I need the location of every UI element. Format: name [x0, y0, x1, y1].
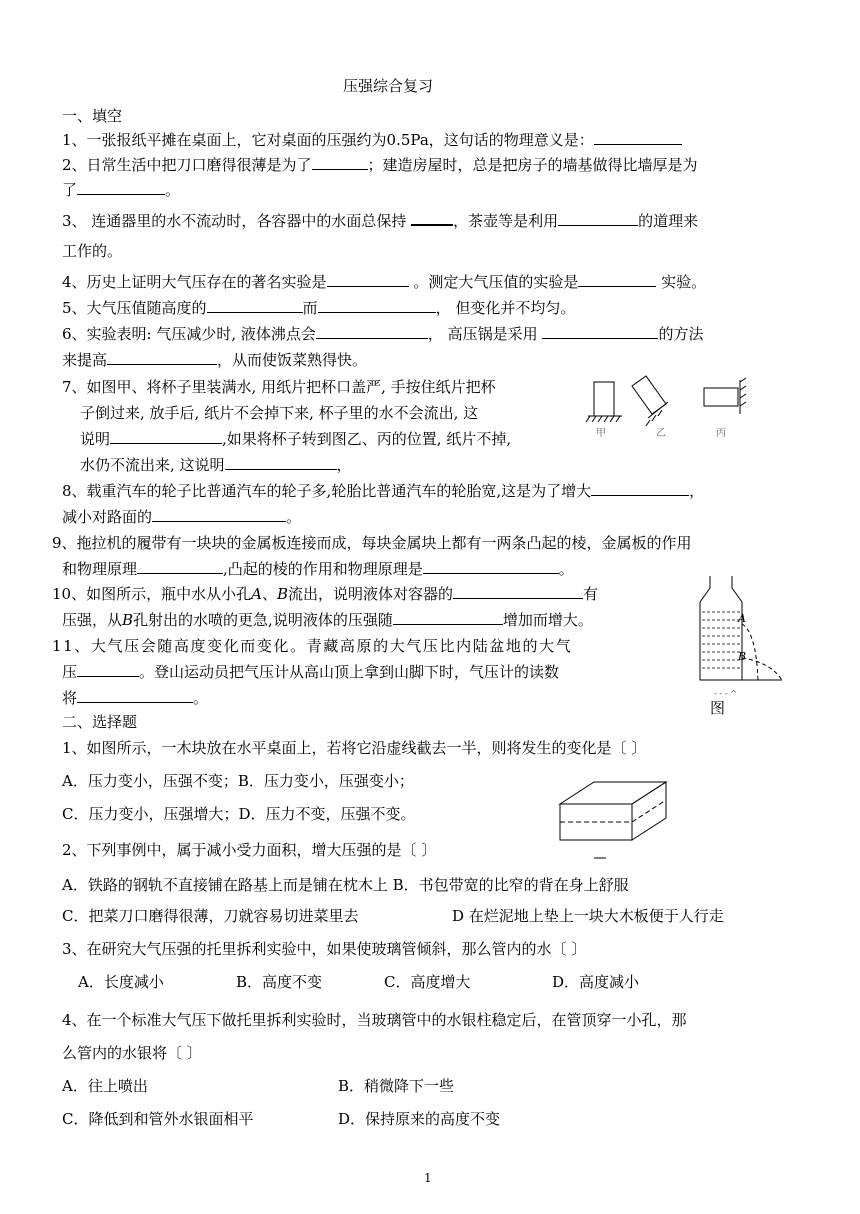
- question-2: [62, 155, 698, 175]
- fig7-label-c: 丙: [716, 428, 726, 439]
- answer-blank[interactable]: [542, 324, 658, 339]
- q10-hole-a: A: [251, 585, 262, 603]
- q9-text-c: ,凸起的棱的作用和物理原理是: [223, 560, 423, 578]
- answer-blank[interactable]: [77, 662, 139, 677]
- answer-blank[interactable]: [77, 180, 165, 195]
- q9-text-b: 和物理原理: [62, 560, 138, 578]
- q2-text-b: ；建造房屋时，总是把房子的墙基做得比墙厚是为: [367, 156, 698, 174]
- choice-4-option-a: A．往上喷出: [62, 1077, 148, 1095]
- q8-text-c: 减小对路面的: [62, 508, 153, 526]
- answer-blank[interactable]: [137, 559, 223, 574]
- q10-hole-b: B: [276, 585, 288, 603]
- fig10-hole-a: A: [738, 612, 746, 625]
- question-11: 11、大气压会随高度变化而变化。青藏高原的大气压比内陆盆地的大气: [52, 637, 573, 655]
- answer-blank[interactable]: [152, 507, 286, 522]
- q6-text-e: ，从而使饭菜熟得快。: [217, 351, 368, 369]
- choice-1-options-ab: A．压力变小，压强不变；B．压力变小，压强变小；: [62, 772, 414, 790]
- q7-text-c: 说明: [80, 430, 111, 448]
- choice-1-options-cd: C．压力变小，压强增大；D．压力不变，压强不变。: [62, 805, 416, 823]
- cup-c-figure: [704, 378, 746, 414]
- question-3: [62, 210, 698, 231]
- q9-text-d: 。: [558, 560, 574, 578]
- question-7: 7、如图甲、将杯子里装满水, 用纸片把杯口盖严, 手按住纸片把杯: [62, 378, 496, 396]
- choice-4: 4、在一个标准大气压下做托里拆利实验时，当玻璃管中的水银柱稳定后，在管顶穿一小孔，那: [62, 1011, 687, 1029]
- question-1: [62, 130, 682, 150]
- question-11-cont: [62, 662, 559, 682]
- question-3-cont: 工作的。: [62, 242, 123, 260]
- question-8: [62, 481, 704, 501]
- q3-text-c: 的道理来: [638, 212, 699, 230]
- q4-text-b: 。测定大气压值的实验是: [413, 273, 579, 291]
- answer-blank[interactable]: [316, 324, 428, 339]
- q2-text-a: 2、日常生活中把刀口磨得很薄是为了: [62, 156, 312, 174]
- q5-text-a: 5、大气压值随高度的: [62, 299, 207, 317]
- q7-text-d: ,如果将杯子转到图乙、丙的位置, 纸片不掉,: [222, 430, 512, 448]
- q11-text-e: 。: [193, 689, 209, 707]
- q3-text-b: ，茶壶等是利用: [453, 212, 559, 230]
- question-10: [52, 584, 598, 604]
- q6-text-b: ， 高压锅是采用: [427, 325, 538, 343]
- answer-blank[interactable]: [411, 210, 453, 226]
- q10-text-e: 孔射出的水喷的更急,说明液体的压强随: [133, 611, 393, 629]
- question-2-cont: [62, 180, 180, 200]
- page-title: 压强综合复习: [343, 77, 434, 95]
- answer-blank[interactable]: [110, 429, 222, 444]
- q10-sep: 、: [261, 585, 277, 603]
- answer-blank[interactable]: [578, 272, 656, 287]
- answer-blank[interactable]: [107, 350, 217, 365]
- q10-text-c: 有: [583, 585, 599, 603]
- q6-text-a: 6、实验表明: 气压减少时, 液体沸点会: [62, 325, 316, 343]
- answer-blank[interactable]: [594, 130, 682, 145]
- q4-text-a: 4、历史上证明大气压存在的著名实验是: [62, 273, 327, 291]
- answer-blank[interactable]: [312, 155, 368, 170]
- q11-text-d: 将: [62, 689, 78, 707]
- fig7-label-b: 乙: [656, 428, 666, 439]
- q6-text-d: 来提高: [62, 351, 108, 369]
- answer-blank[interactable]: [207, 298, 303, 313]
- figure-c1-block: [554, 770, 674, 860]
- choice-4-option-c: C．降低到和管外水银面相平: [62, 1110, 254, 1128]
- q6-text-c: 的方法: [658, 325, 704, 343]
- answer-blank[interactable]: [225, 455, 337, 470]
- q5-text-c: ， 但变化并不均匀。: [435, 299, 576, 317]
- answer-blank[interactable]: [318, 298, 436, 313]
- q10-text-d: 压强，从: [62, 611, 123, 629]
- fig10-hole-b: B: [738, 650, 747, 663]
- question-11-cont2: [62, 688, 208, 708]
- q8-text-b: ，: [689, 482, 705, 500]
- q8-text-a: 8、载重汽车的轮子比普通汽车的轮子多,轮胎比普通汽车的轮胎宽,这是为了增大: [62, 482, 592, 500]
- choice-4-option-b: B．稍微降下一些: [338, 1077, 455, 1095]
- question-5: [62, 298, 575, 318]
- q10-text-b: 流出，说明液体对容器的: [287, 585, 453, 603]
- page-number: 1: [424, 1171, 432, 1185]
- choice-2-option-c: C．把菜刀口磨得很薄，刀就容易切进菜里去: [62, 907, 359, 925]
- answer-blank[interactable]: [453, 584, 583, 599]
- q7-text-e: 水仍不流出来, 这说明: [80, 456, 225, 474]
- question-6: [62, 324, 703, 344]
- choice-2-options-ab: A．铁路的钢轨不直接铺在路基上而是铺在枕木上 B．书包带宽的比窄的背在身上舒服: [62, 876, 629, 894]
- q8-text-d: 。: [286, 508, 302, 526]
- choice-2-option-d: D 在烂泥地上垫上一块大木板便于人行走: [452, 907, 724, 925]
- figure-q7-cups: [588, 372, 758, 442]
- cup-a-figure: [586, 382, 622, 422]
- question-4: [62, 272, 706, 292]
- choice-4-cont: 么管内的水银将〔 〕: [62, 1044, 202, 1062]
- q11-text-b: 压: [62, 663, 78, 681]
- choice-1: 1、如图所示，一木块放在水平桌面上，若将它沿虚线截去一半，则将发生的变化是〔 〕: [62, 739, 647, 757]
- question-7-line4: [80, 455, 352, 475]
- cup-b-figure: [632, 376, 668, 426]
- q10-hole-b2: B: [122, 611, 134, 629]
- choice-3-option-c: C．高度增大: [384, 973, 471, 991]
- question-9-cont: [62, 559, 574, 579]
- answer-blank[interactable]: [423, 559, 559, 574]
- question-6-cont: [62, 350, 367, 370]
- answer-blank[interactable]: [77, 688, 193, 703]
- q3-text-a: 3、 连通器里的水不流动时，各容器中的水面总保持: [62, 212, 407, 230]
- q2-text-d: 。: [165, 181, 181, 199]
- answer-blank[interactable]: [558, 211, 638, 226]
- svg-text:- - - ^: - - - ^: [714, 689, 737, 698]
- q2-text-c: 了: [62, 181, 78, 199]
- section-heading-choice: 二、选择题: [62, 713, 138, 731]
- q1-text: 1、一张报纸平摊在桌面上，它对桌面的压强约为0.5Pa，这句话的物理意义是：: [62, 131, 594, 149]
- q4-text-c: 实验。: [661, 273, 707, 291]
- question-7-line3: [80, 429, 511, 449]
- question-9: 9、拖拉机的履带有一块块的金属板连接而成，每块金属块上都有一两条凸起的棱，金属板的作用: [52, 534, 692, 552]
- q5-text-b: 而: [302, 299, 318, 317]
- section-heading-fill: 一、填空: [62, 107, 123, 125]
- q10-text-f: 增加而增大。: [502, 611, 593, 629]
- question-7-line2: 子倒过来, 放手后, 纸片不会掉下来, 杯子里的水不会流出, 这: [80, 404, 479, 422]
- choice-3-option-a: A．长度减小: [78, 973, 164, 991]
- q10-text-a: 10、如图所示，瓶中水从小孔: [52, 585, 252, 603]
- choice-3-option-d: D．高度减小: [552, 973, 640, 991]
- choice-3: 3、在研究大气压强的托里拆利实验中，如果使玻璃管倾斜，那么管内的水〔 〕: [62, 940, 587, 958]
- answer-blank[interactable]: [591, 481, 689, 496]
- question-8-cont: [62, 507, 301, 527]
- q11-text-c: 。登山运动员把气压计从高山顶上拿到山脚下时，气压计的读数: [139, 663, 560, 681]
- choice-2: 2、下列事例中，属于减小受力面积，增大压强的是〔 〕: [62, 841, 437, 859]
- answer-blank[interactable]: [393, 610, 503, 625]
- figure-q10-bottle: [690, 574, 800, 698]
- choice-3-option-b: B．高度不变: [236, 973, 323, 991]
- fig7-label-a: 甲: [596, 428, 606, 439]
- choice-4-option-d: D．保持原来的高度不变: [338, 1110, 501, 1128]
- q7-text-f: ，: [336, 456, 352, 474]
- fig10-caption: 图: [710, 699, 726, 717]
- question-10-cont: [62, 610, 593, 630]
- answer-blank[interactable]: [327, 272, 409, 287]
